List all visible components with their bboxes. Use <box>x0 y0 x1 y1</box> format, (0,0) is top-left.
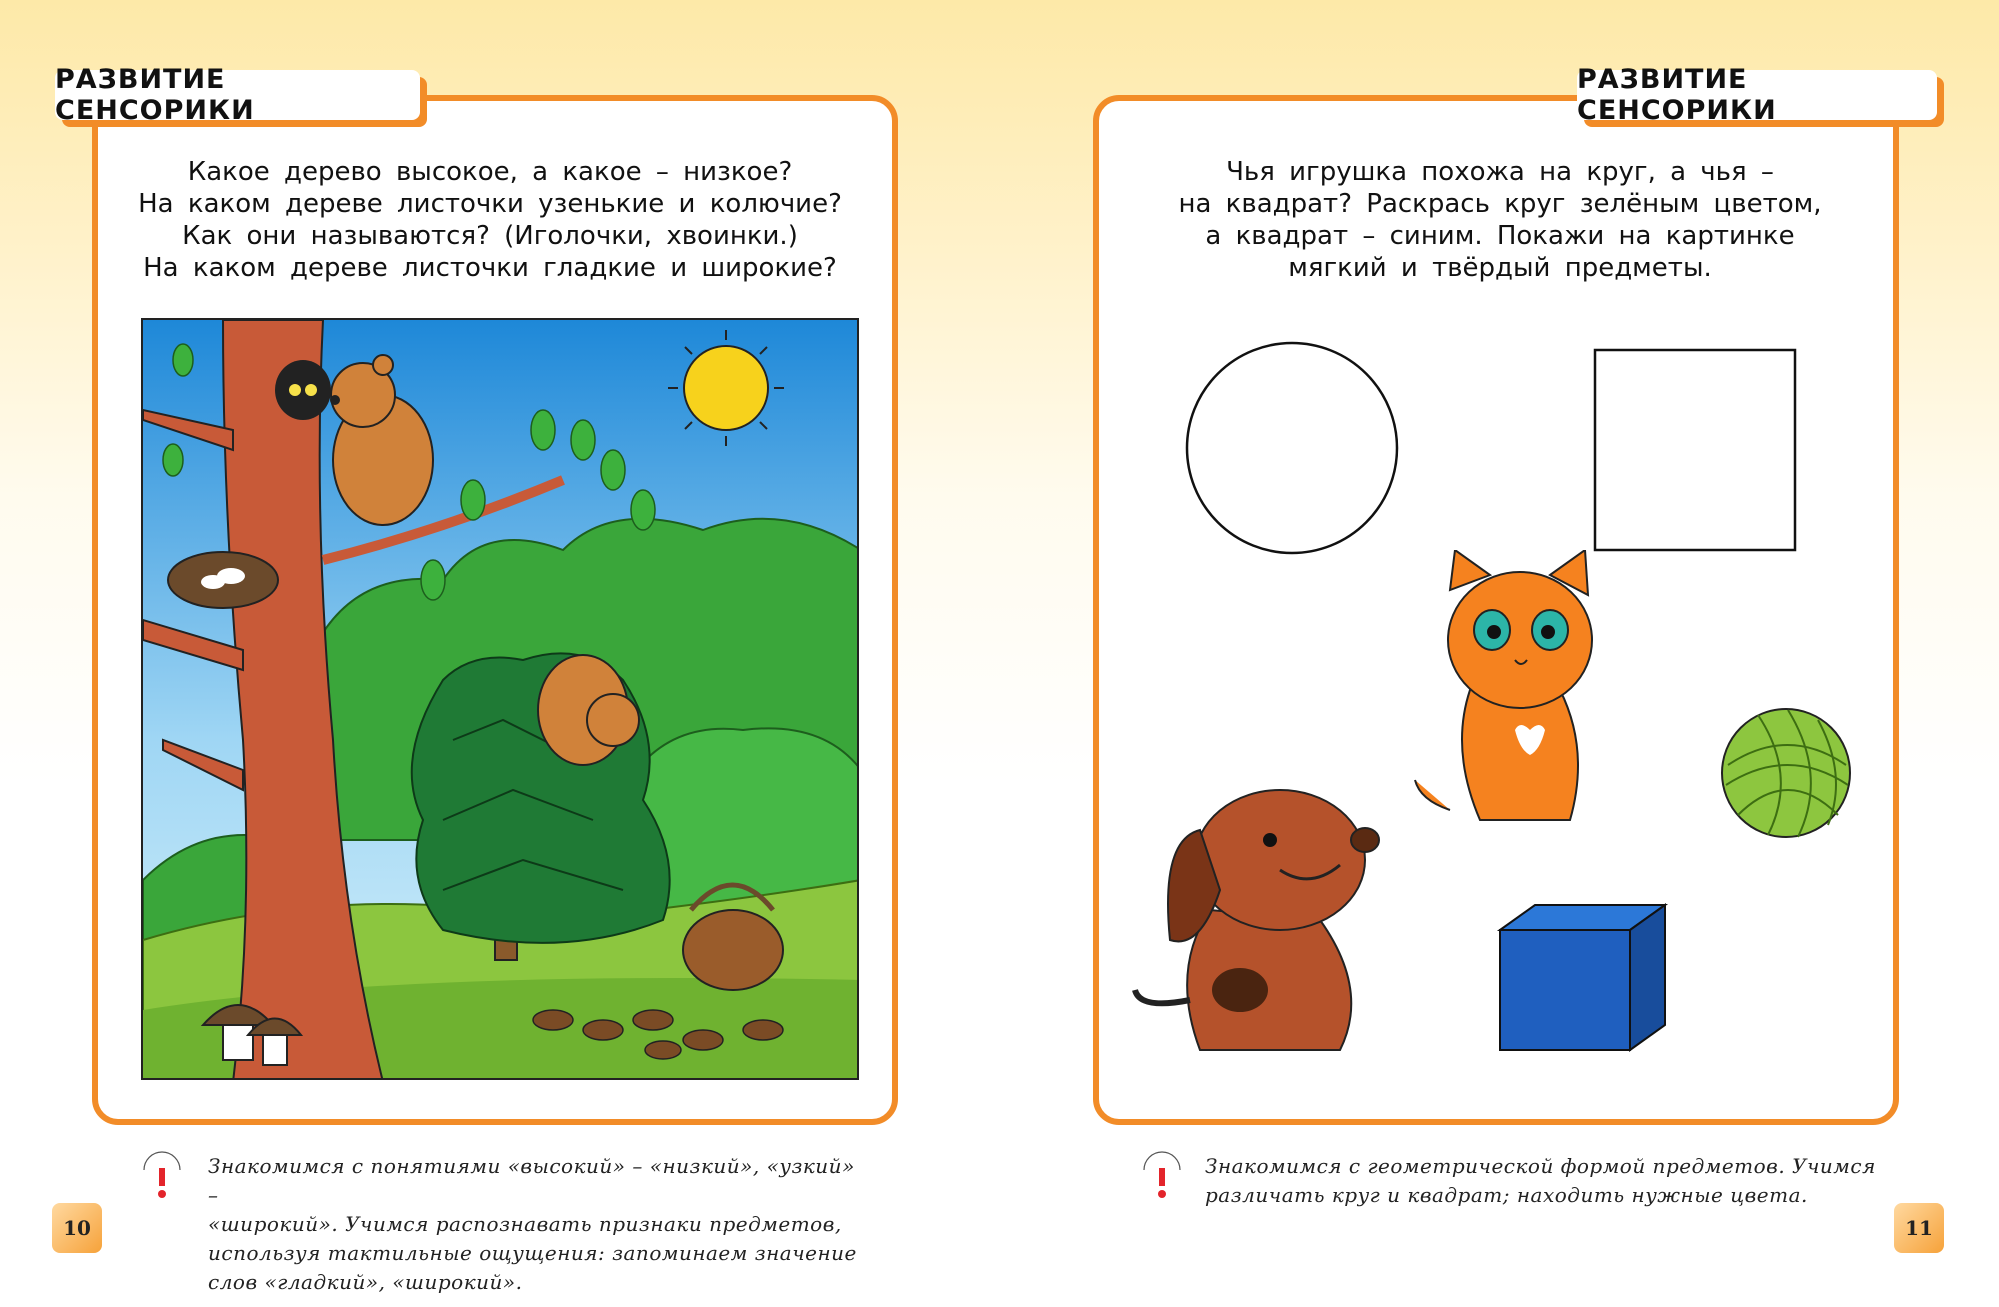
footnote-line: Знакомимся с геометрической формой предметов. Учимся <box>1205 1154 1876 1178</box>
square-outline-shape[interactable] <box>1590 345 1800 555</box>
circle-outline-shape[interactable] <box>1180 340 1420 580</box>
page-number-left: 10 <box>52 1203 102 1253</box>
sun-icon <box>668 330 784 446</box>
question-line: на квадрат? Раскрась круг зелёным цветом, <box>1178 189 1822 219</box>
forest-illustration <box>141 318 859 1080</box>
question-right <box>1130 156 1870 284</box>
question-line: Какое дерево высокое, а какое – низкое? <box>187 157 793 187</box>
question-line: а квадрат – синим. Покажи на картинке <box>1205 221 1795 251</box>
question-line: мягкий и твёрдый предметы. <box>1288 253 1712 283</box>
kitten-illustration <box>1410 550 1600 840</box>
forest-scene <box>143 320 859 1080</box>
for-adults-icon <box>140 1148 184 1204</box>
puppy-illustration <box>1130 770 1420 1070</box>
question-line: На каком дереве листочки узенькие и колючие? <box>138 189 842 219</box>
question-line: Как они называются? (Иголочки, хвоинки.) <box>182 221 798 251</box>
footnote-left <box>208 1152 868 1297</box>
yarn-ball-illustration <box>1718 705 1858 845</box>
footnote-line: используя тактильные ощущения: запоминаем значение <box>208 1241 857 1265</box>
question-line: Чья игрушка похожа на круг, а чья – <box>1226 157 1774 187</box>
footnote-line: Знакомимся с понятиями «высокий» – «низкий», «узкий» – <box>208 1154 855 1207</box>
footnote-line: слов «гладкий», «широкий». <box>208 1270 523 1294</box>
footnote-line: «широкий». Учимся распознавать признаки предметов, <box>208 1212 842 1236</box>
footnote-line: различать круг и квадрат; находить нужные цвета. <box>1205 1183 1808 1207</box>
section-title-right: РАЗВИТИЕ СЕНСОРИКИ <box>1577 70 1937 120</box>
page-number-right: 11 <box>1894 1203 1944 1253</box>
for-adults-icon <box>1140 1148 1184 1204</box>
footnote-right <box>1205 1152 1925 1210</box>
blue-cube-illustration <box>1495 900 1675 1060</box>
question-line: На каком дереве листочки гладкие и широкие? <box>143 253 837 283</box>
section-title-left: РАЗВИТИЕ СЕНСОРИКИ <box>55 70 420 120</box>
question-left <box>120 156 860 284</box>
